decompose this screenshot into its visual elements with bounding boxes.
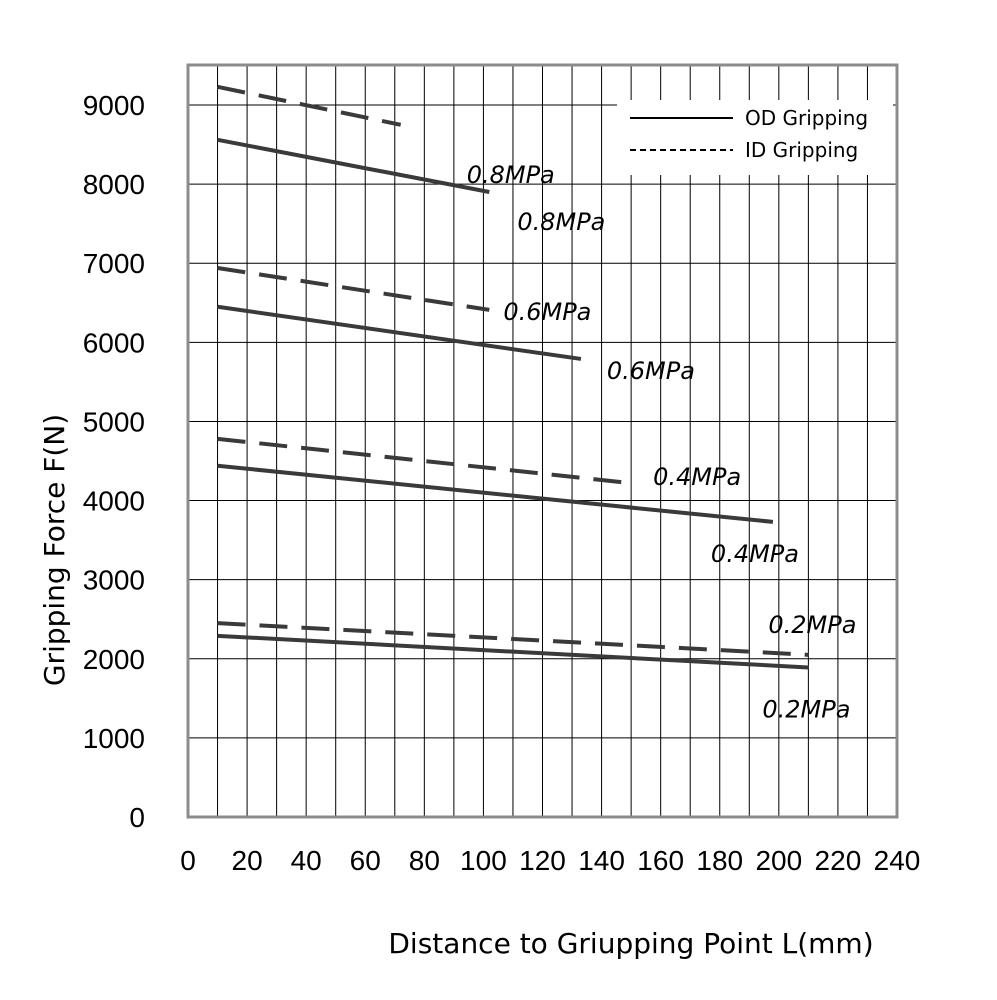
x-tick-labels: [180, 845, 920, 876]
y-tick-label: 9000: [82, 90, 145, 121]
y-tick-label: 0: [129, 802, 145, 833]
x-tick-label: 200: [755, 845, 803, 876]
y-tick-label: 1000: [82, 722, 145, 754]
x-tick-label: 220: [814, 845, 862, 876]
y-tick-label: 4000: [82, 485, 145, 517]
y-tick-label: 8000: [82, 169, 145, 201]
x-tick-label: 240: [873, 845, 921, 876]
y-axis-title: Gripping Force F(N): [38, 413, 71, 687]
x-tick-label: 20: [231, 845, 263, 876]
x-tick-label: 40: [290, 845, 322, 876]
series-value-label: 0.2MPa: [762, 695, 851, 724]
y-tick-label: 5000: [82, 406, 145, 438]
x-tick-label: 80: [408, 845, 440, 876]
legend-label-id: ID Gripping: [745, 138, 859, 162]
legend-label-od: OD Gripping: [745, 106, 869, 130]
series-value-label: 0.8MPa: [517, 208, 606, 237]
legend: [617, 100, 893, 175]
series-value-label: 0.2MPa: [768, 610, 857, 639]
x-axis-title: Distance to Griupping Point L(mm): [388, 927, 874, 960]
series-line: [218, 87, 401, 125]
y-tick-label: 7000: [82, 248, 145, 280]
x-tick-label: 160: [637, 845, 685, 876]
y-tick-label: 6000: [82, 327, 145, 359]
x-tick-label: 100: [460, 845, 507, 876]
x-tick-label: 140: [578, 845, 625, 876]
series-value-label: 0.4MPa: [710, 539, 799, 568]
x-tick-label: 120: [519, 845, 566, 876]
series-value-label: 0.6MPa: [503, 297, 592, 326]
series-line: [218, 268, 490, 310]
x-tick-label: 0: [180, 845, 196, 876]
y-tick-label: 2000: [82, 643, 145, 675]
series-value-label: 0.4MPa: [653, 463, 742, 492]
x-tick-label: 60: [349, 845, 381, 876]
series-value-label: 0.8MPa: [466, 160, 555, 189]
y-tick-labels: [83, 90, 145, 833]
y-tick-label: 3000: [82, 564, 145, 596]
series-value-label: 0.6MPa: [606, 356, 695, 385]
x-tick-label: 180: [696, 845, 744, 876]
